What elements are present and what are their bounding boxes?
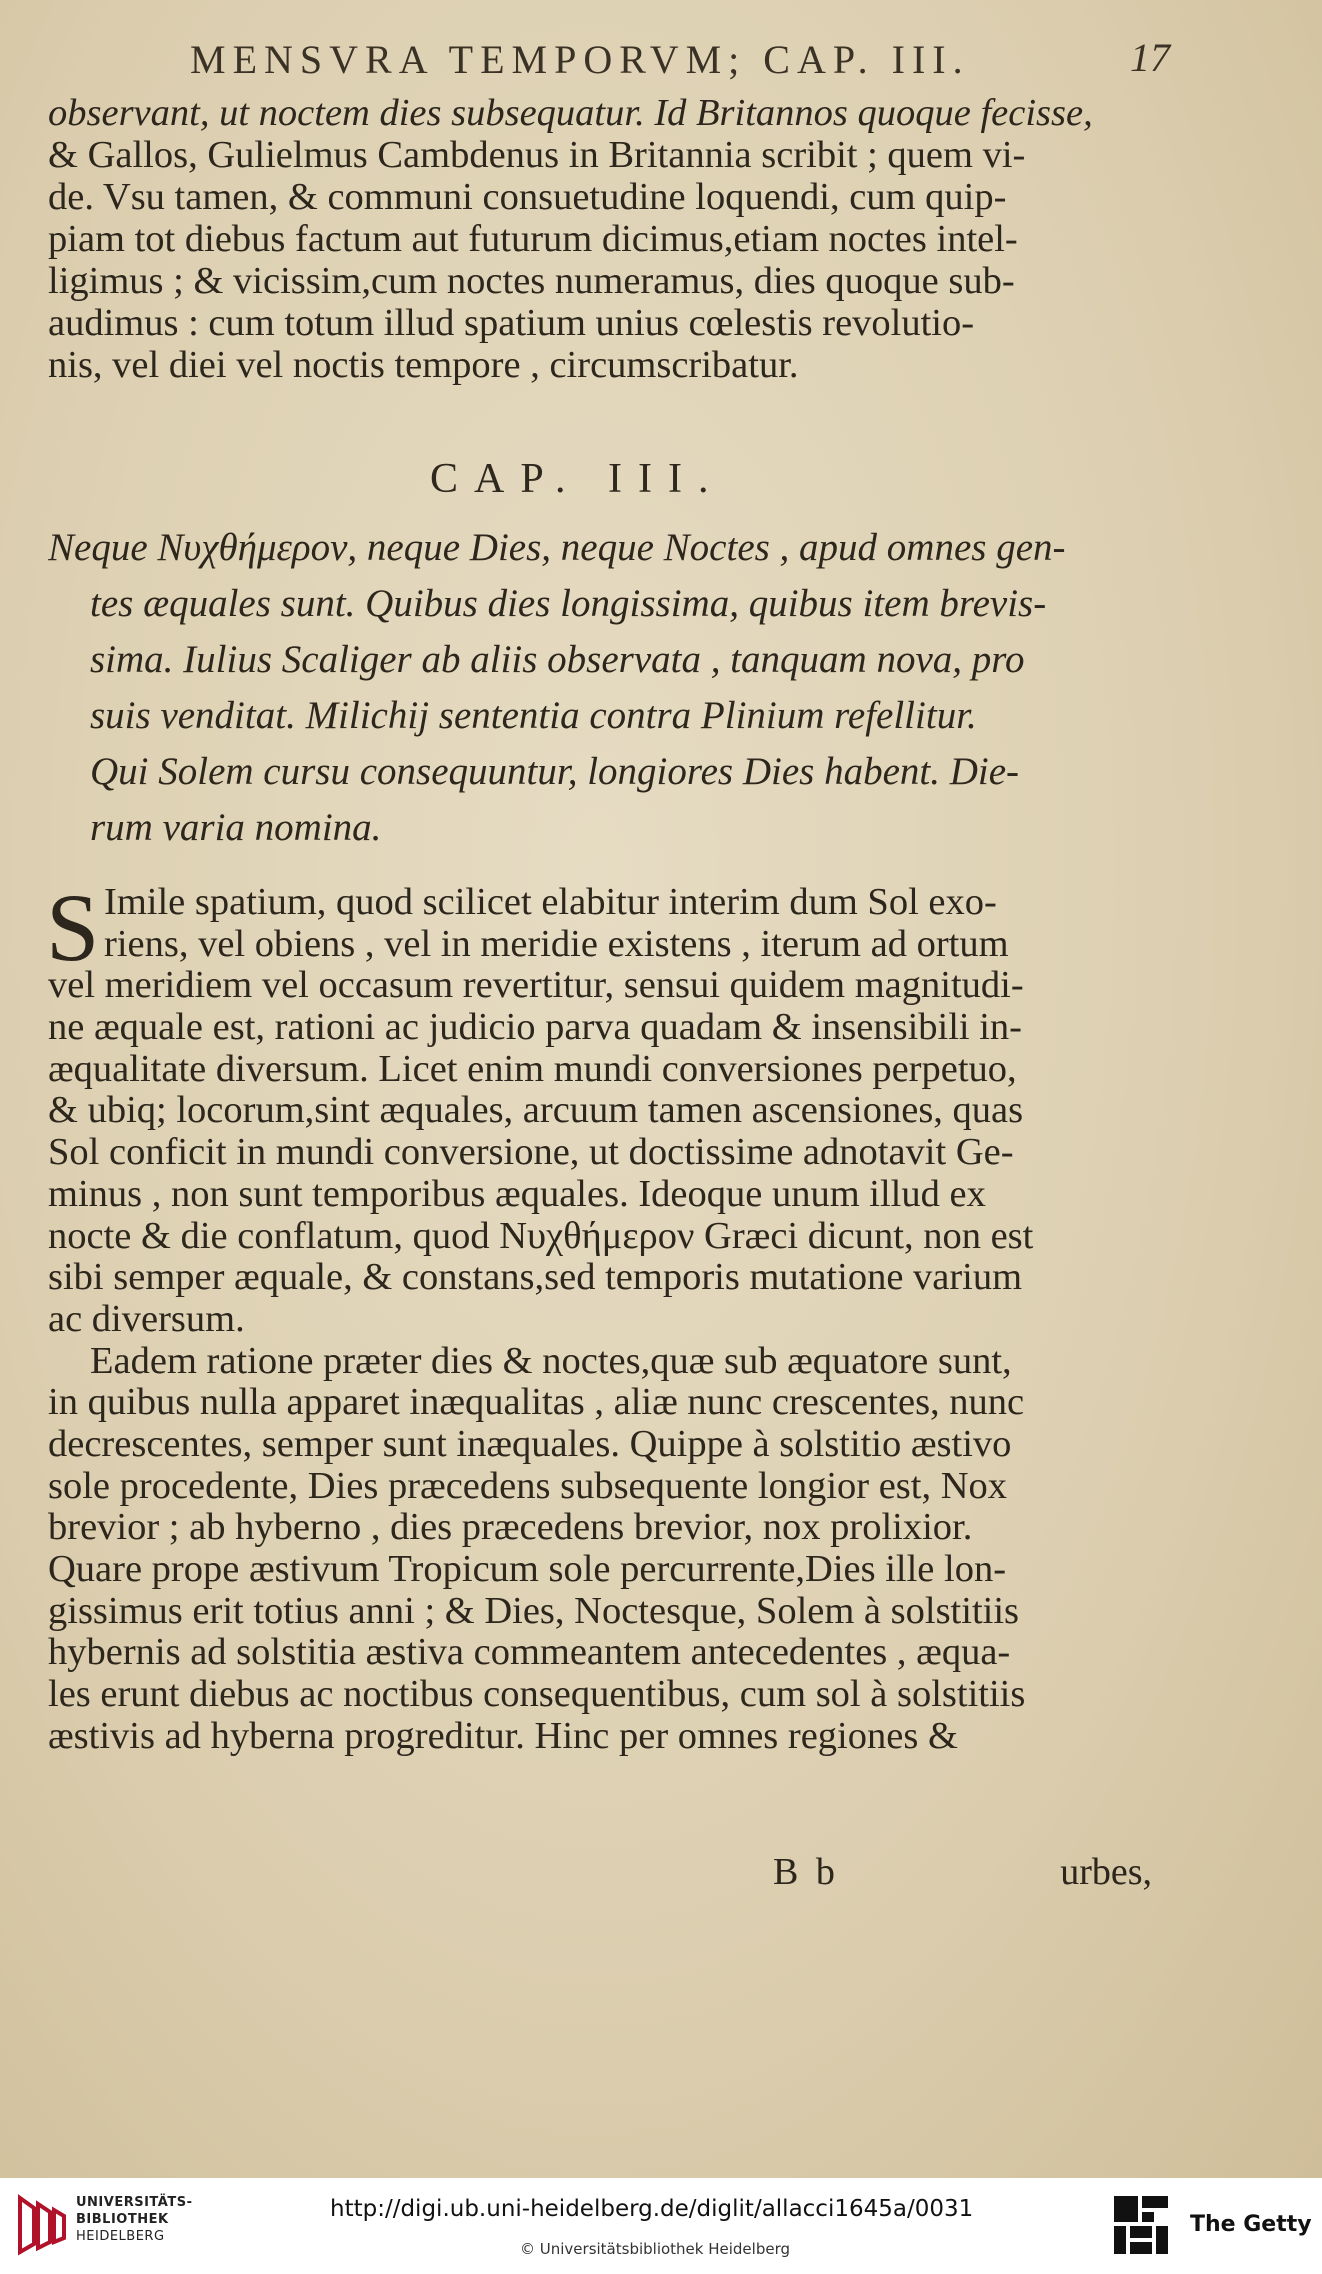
text-line: ligimus ; & vicissim,cum noctes numeramus, dies quoque sub- xyxy=(48,260,1015,302)
summary-line: tes æquales sunt. Quibus dies longissima, quibus item brevis- xyxy=(90,582,1047,625)
permalink-url[interactable]: http://digi.ub.uni-heidelberg.de/diglit/allacci1645a/0031 xyxy=(330,2196,974,2222)
drop-cap: S xyxy=(46,874,100,981)
text-line: observant, ut noctem dies subsequatur. Id Britannos quoque fecisse, xyxy=(48,92,1093,134)
summary-line: rum varia nomina. xyxy=(90,806,382,849)
institution-line: UNIVERSITÄTS- xyxy=(76,2195,193,2210)
text-line: decrescentes, semper sunt inæquales. Quippe à solstitio æstivo xyxy=(48,1423,1012,1465)
text-line: minus , non sunt temporibus æquales. Ideoque unum illud ex xyxy=(48,1173,986,1215)
text-line: sole procedente, Dies præcedens subsequente longior est, Nox xyxy=(48,1465,1008,1507)
university-name xyxy=(76,2194,192,2245)
getty-logo-icon xyxy=(1112,2194,1170,2256)
text-line: æqualitate diversum. Licet enim mundi conversiones perpetuo, xyxy=(48,1048,1017,1090)
catchword: urbes, xyxy=(1060,1851,1152,1893)
text-line: Quare prope æstivum Tropicum sole percurrente,Dies ille lon- xyxy=(48,1549,1007,1590)
text-line: hybernis ad solstitia æstiva commeantem antecedentes , æqua- xyxy=(48,1632,1011,1674)
page-number: 17 xyxy=(1130,35,1170,80)
summary-line: Neque Νυχθήμερον, neque Dies, neque Noctes , apud omnes gen- xyxy=(48,526,1066,569)
chapter-heading: CAP. III. xyxy=(430,456,725,502)
text-line: Eadem ratione præter dies & noctes,quæ sub æquatore sunt, xyxy=(90,1340,1012,1382)
text-line: riens, vel obiens , vel in meridie existens , iterum ad ortum xyxy=(104,923,1009,965)
summary-line: suis venditat. Milichij sententia contra Plinium refellitur. xyxy=(90,694,977,737)
text-line: & Gallos, Gulielmus Cambdenus in Britannia scribit ; quem vi- xyxy=(48,134,1026,176)
text-line: de. Vsu tamen, & communi consuetudine loquendi, cum quip- xyxy=(48,176,1007,218)
text-line: Imile spatium, quod scilicet elabitur interim dum Sol exo- xyxy=(104,882,997,923)
text-line: sibi semper æquale, & constans,sed temporis mutatione varium xyxy=(48,1257,1023,1299)
text-line: audimus : cum totum illud spatium unius cœlestis revolutio- xyxy=(48,302,975,344)
institution-line: HEIDELBERG xyxy=(76,2229,165,2244)
chapter-summary xyxy=(48,520,1158,856)
text-line: in quibus nulla apparet inæqualitas , aliæ nunc crescentes, nunc xyxy=(48,1382,1025,1424)
continued-paragraph xyxy=(48,92,1148,386)
text-line: nocte & die conflatum, quod Νυχθήμερον Græci dicunt, non est xyxy=(48,1215,1034,1257)
text-line: gissimus erit totius anni ; & Dies, Noctesque, Solem à solstitiis xyxy=(48,1590,1020,1632)
signature-mark: B b xyxy=(773,1851,839,1893)
body-text xyxy=(46,874,1148,1757)
text-line: & ubiq; locorum,sint æquales, arcuum tamen ascensiones, quas xyxy=(48,1090,1024,1132)
text-line: les erunt diebus ac noctibus consequentibus, cum sol à solstitiis xyxy=(48,1674,1026,1716)
running-head xyxy=(190,30,1190,90)
summary-line: sima. Iulius Scaliger ab aliis observata , tanquam nova, pro xyxy=(90,638,1025,681)
text-line: brevior ; ab hyberno , dies præcedens brevior, nox prolixior. xyxy=(48,1507,973,1549)
copyright-notice: © Universitätsbibliothek Heidelberg xyxy=(520,2240,791,2258)
text-line: æstivis ad hyberna progreditur. Hinc per omnes regiones & xyxy=(48,1715,958,1757)
text-line: ac diversum. xyxy=(48,1298,245,1340)
text-line: nis, vel diei vel noctis tempore , circumscribatur. xyxy=(48,344,799,386)
text-line: Sol conficit in mundi conversione, ut doctissime adnotavit Ge- xyxy=(48,1132,1014,1174)
viewer-footer xyxy=(0,2178,1322,2274)
summary-line: Qui Solem cursu consequuntur, longiores Dies habent. Die- xyxy=(90,750,1020,793)
text-line: vel meridiem vel occasum revertitur, sensui quidem magnitudi- xyxy=(48,965,1024,1007)
page-footer-line xyxy=(48,1850,1152,1893)
institution-line: BIBLIOTHEK xyxy=(76,2212,169,2227)
university-logo-icon xyxy=(14,2190,70,2260)
text-line: ne æquale est, rationi ac judicio parva quadam & insensibili in- xyxy=(48,1007,1023,1049)
text-line: piam tot diebus factum aut futurum dicimus,etiam noctes intel- xyxy=(48,218,1018,260)
running-head-title: MENSVRA TEMPORVM; CAP. III. xyxy=(190,37,970,82)
partner-name: The Getty xyxy=(1190,2212,1312,2237)
